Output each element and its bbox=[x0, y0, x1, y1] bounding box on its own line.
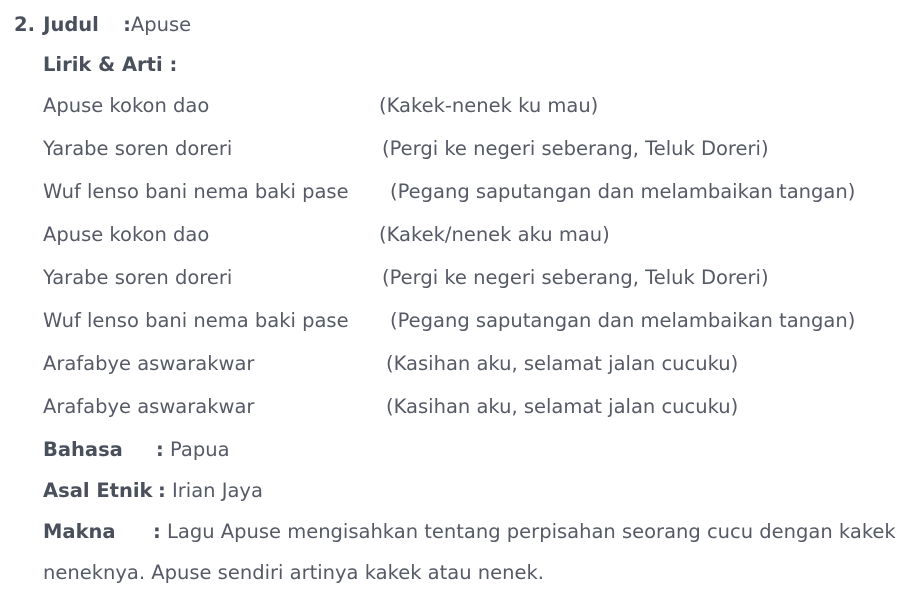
lyric-translation: (Pergi ke negeri seberang, Teluk Doreri) bbox=[382, 266, 769, 289]
lyric-translation: (Pergi ke negeri seberang, Teluk Doreri) bbox=[382, 137, 769, 160]
bahasa-colon: : bbox=[156, 438, 164, 461]
makna-label: Makna bbox=[43, 520, 116, 543]
lyric-original: Apuse kokon dao bbox=[43, 223, 210, 246]
title-label: Judul bbox=[43, 13, 99, 36]
makna-continuation: neneknya. Apuse sendiri artinya kakek atau nenek. bbox=[43, 561, 544, 584]
asal-etnik-colon: : bbox=[158, 479, 166, 502]
lyric-translation: (Pegang saputangan dan melambaikan tangan) bbox=[390, 180, 856, 203]
bahasa-line bbox=[43, 437, 230, 463]
title-line bbox=[14, 12, 191, 38]
asal-etnik-line bbox=[43, 478, 263, 504]
lyric-original: Apuse kokon dao bbox=[43, 94, 210, 117]
title-value: Apuse bbox=[130, 13, 192, 36]
makna-value: Lagu Apuse mengisahkan tentang perpisahan seorang cucu dengan kakek bbox=[167, 520, 896, 543]
title-colon: : bbox=[123, 13, 131, 36]
lyric-original: Yarabe soren doreri bbox=[43, 266, 233, 289]
lyric-original: Yarabe soren doreri bbox=[43, 137, 233, 160]
lyric-original: Wuf lenso bani nema baki pase bbox=[43, 180, 349, 203]
lyric-original: Wuf lenso bani nema baki pase bbox=[43, 309, 349, 332]
lyric-translation: (Kasihan aku, selamat jalan cucuku) bbox=[386, 395, 739, 418]
lyric-original: Arafabye aswarakwar bbox=[43, 352, 255, 375]
lyric-translation: (Kasihan aku, selamat jalan cucuku) bbox=[386, 352, 739, 375]
lyric-translation: (Kakek-nenek ku mau) bbox=[379, 94, 599, 117]
bahasa-value: Papua bbox=[170, 438, 230, 461]
makna-colon: : bbox=[153, 520, 161, 543]
lyric-translation: (Pegang saputangan dan melambaikan tangan) bbox=[390, 309, 856, 332]
section-number: 2. bbox=[14, 13, 35, 36]
makna-line bbox=[43, 519, 896, 545]
lyric-original: Arafabye aswarakwar bbox=[43, 395, 255, 418]
bahasa-label: Bahasa bbox=[43, 438, 123, 461]
lyrics-heading: Lirik & Arti : bbox=[43, 53, 178, 76]
lyric-translation: (Kakek/nenek aku mau) bbox=[379, 223, 610, 246]
asal-etnik-value: Irian Jaya bbox=[172, 479, 263, 502]
asal-etnik-label: Asal Etnik bbox=[43, 479, 153, 502]
